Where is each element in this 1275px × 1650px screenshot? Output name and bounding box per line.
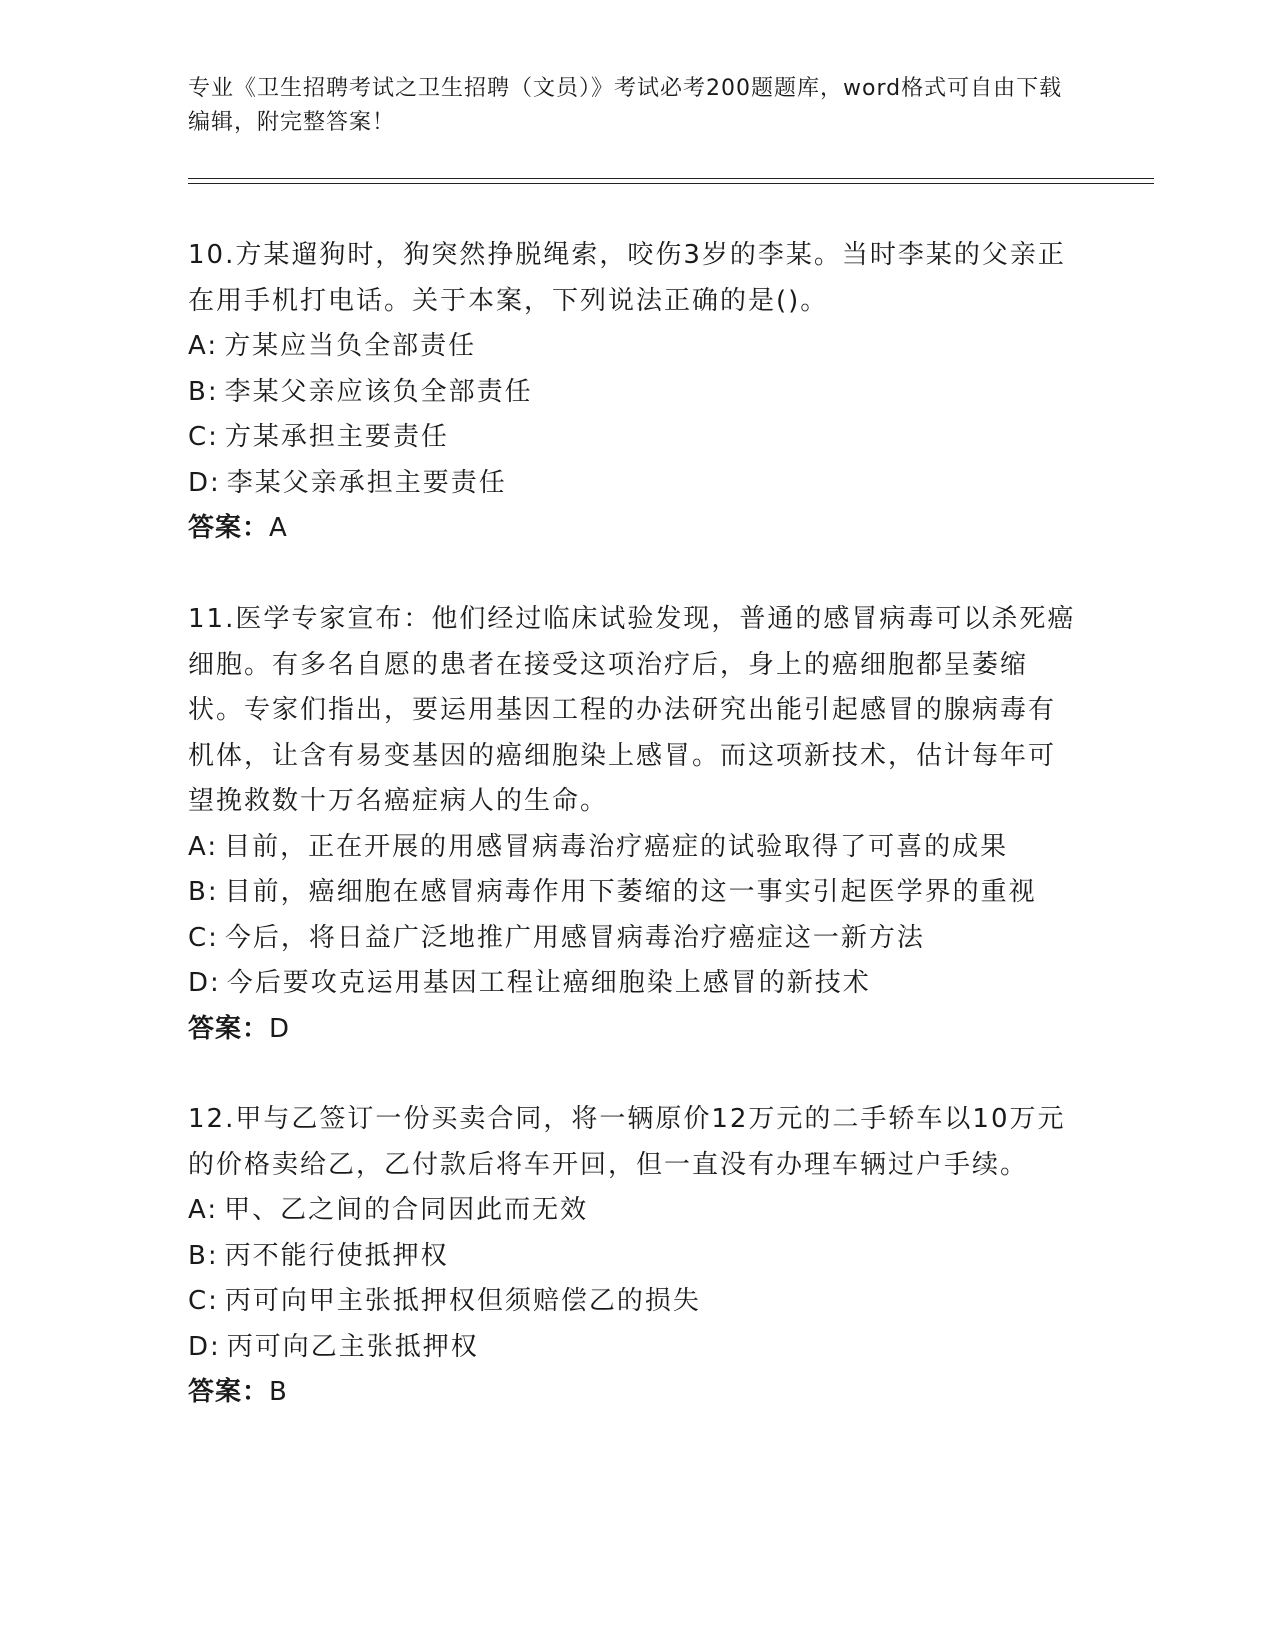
option-d (188, 461, 1083, 507)
answer-line (188, 1370, 1083, 1416)
document-header: 专业《卫生招聘考试之卫生招聘（文员）》考试必考200题题库，word格式可自由下载编辑，附完整答案！ (188, 76, 1063, 135)
option-key: B: (188, 1240, 219, 1271)
question-stem: 12.甲与乙签订一份买卖合同，将一辆原价12万元的二手轿车以10万元的价格卖给乙，乙付款后将车开回，但一直没有办理车辆过户手续。 (188, 1104, 1066, 1180)
option-text: 方某承担主要责任 (224, 422, 449, 452)
question-stem: 11.医学专家宣布：他们经过临床试验发现，普通的感冒病毒可以杀死癌细胞。有多名自愿的患者在接受这项治疗后，身上的癌细胞都呈萎缩状。专家们指出，要运用基因工程的办法研究出能引起感冒的腺病毒有机体，让含有易变基因的癌细胞染上感冒。而这项新技术，估计每年可望挽救数十万名癌症病人的生命。 (188, 604, 1076, 816)
answer-line (188, 1007, 1083, 1053)
question-stem: 10.方某遛狗时，狗突然挣脱绳索，咬伤3岁的李某。当时李某的父亲正在用手机打电话。关于本案，下列说法正确的是()。 (188, 240, 1066, 316)
option-text: 目前，癌细胞在感冒病毒作用下萎缩的这一事实引起医学界的重视 (224, 877, 1037, 907)
option-text: 今后，将日益广泛地推广用感冒病毒治疗癌症这一新方法 (224, 922, 925, 953)
option-key: C: (188, 422, 219, 452)
answer-value: D (269, 1013, 291, 1044)
option-c (188, 916, 1083, 962)
question-10 (188, 233, 1083, 552)
option-d (188, 1325, 1083, 1371)
answer-value: A (269, 513, 288, 543)
answer-label: 答案： (188, 1377, 270, 1407)
option-key: C: (188, 922, 219, 953)
header-divider-bottom (188, 183, 1154, 184)
option-b (188, 870, 1083, 916)
option-key: B: (188, 877, 219, 907)
option-text: 丙可向甲主张抵押权但须赔偿乙的损失 (224, 1286, 701, 1316)
option-key: B: (188, 376, 219, 407)
option-text: 目前，正在开展的用感冒病毒治疗癌症的试验取得了可喜的成果 (224, 831, 1009, 862)
question-11 (188, 597, 1083, 1052)
header-divider-top (188, 178, 1154, 179)
option-text: 李某父亲应该负全部责任 (224, 376, 533, 407)
option-text: 方某应当负全部责任 (224, 331, 477, 361)
option-a (188, 825, 1083, 871)
answer-label: 答案： (188, 1013, 270, 1044)
option-text: 今后要攻克运用基因工程让癌细胞染上感冒的新技术 (226, 968, 871, 998)
option-a (188, 1188, 1083, 1234)
option-b (188, 370, 1083, 416)
option-key: D: (188, 968, 221, 998)
option-text: 甲、乙之间的合同因此而无效 (224, 1195, 589, 1225)
option-d (188, 961, 1083, 1007)
option-key: A: (188, 1195, 219, 1225)
option-a (188, 324, 1083, 370)
option-c (188, 1279, 1083, 1325)
answer-value: B (269, 1377, 288, 1407)
answer-line (188, 506, 1083, 552)
option-c (188, 415, 1083, 461)
option-key: D: (188, 467, 221, 498)
option-key: A: (188, 831, 219, 862)
option-text: 丙不能行使抵押权 (224, 1240, 449, 1271)
option-key: A: (188, 331, 219, 361)
option-text: 李某父亲承担主要责任 (226, 467, 507, 498)
question-12 (188, 1097, 1083, 1416)
option-key: C: (188, 1286, 219, 1316)
answer-label: 答案： (188, 513, 270, 543)
option-key: D: (188, 1331, 221, 1362)
option-b (188, 1234, 1083, 1280)
option-text: 丙可向乙主张抵押权 (226, 1331, 479, 1362)
